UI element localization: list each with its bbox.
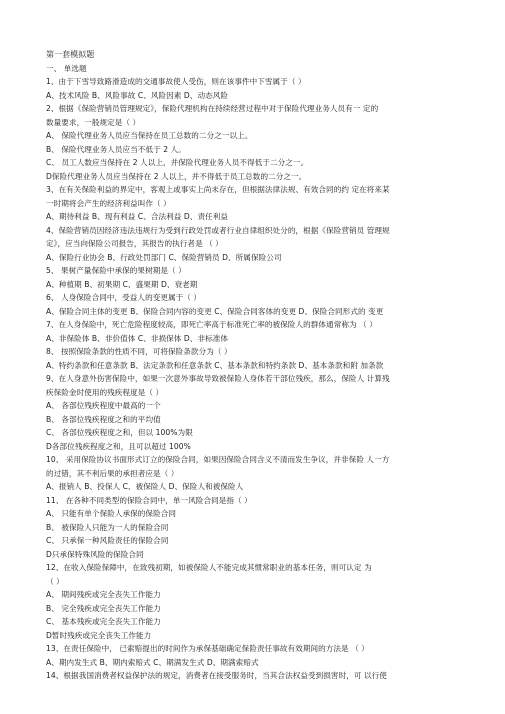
text-line: A、保险行业协会 B、行政处罚部门 C、保险营销员 D、所属保险公司: [46, 252, 282, 262]
text-line: 疾保险金时使用的残疾程度是（ ）: [46, 387, 164, 397]
text-line: 14、根据我国消费者权益保护法的规定，消费者在接受服务时，当其合法权益受到损害时，可 以行使: [46, 671, 387, 680]
text-line: A、 保险代理业务人员应当保持在员工总数的二分之一以上。: [46, 131, 253, 140]
text-line: A、非保险体 B、非价值体 C、非损保体 D、非标准体: [46, 333, 229, 343]
text-line: 一时期将会产生的经济利益叫作（ ）: [46, 198, 171, 208]
text-line: 的过错，其不利后果的承担者应是（ ）: [46, 468, 179, 478]
document-title: 第一套模拟题: [46, 50, 95, 59]
text-line: A、特约条款和任意条款 B、法定条款和任意条款 C、基本条款和特约条款 D、基本条款和附 加条款: [46, 360, 384, 370]
text-line: A、 只能有单个保险人承保的保险合同: [46, 509, 177, 518]
text-line: 5、 果树产量保险中承保的果树期是（ ）: [46, 266, 186, 275]
text-line: B、 各部位残疾程度之和的平均值: [46, 414, 161, 424]
text-line: 10、 采用保险协议书面形式订立的保险合同，如果因保险合同含义不清而发生争议，并非保险 人一方: [46, 455, 390, 464]
text-line: 1、由于下雪导致路滑造成的交通事故使人受伤，则在该事件中下雪属于（ ）: [46, 77, 306, 86]
text-line: B、 完全残疾或完全丧失工作能力: [46, 603, 161, 613]
text-line: D保险代理业务人员应当保持在 2 人以上，并不得低于员工总数的二分之一。: [46, 171, 307, 181]
text-line: 12、在收入保险保障中，在致残初期，如被保险人不能完成其惯常职业的基本任务，则可认定 为: [46, 563, 372, 572]
text-line: A、期待利益 B、现有利益 C、合法利益 D、责任利益: [46, 212, 229, 221]
text-line: D各部位残疾程度之和，且可以超过 100%: [46, 441, 191, 451]
text-line: A、技术风险 B、风险事故 C、风险因素 D、动态风险: [46, 90, 229, 100]
text-line: 8、 按照保险条款的性质不同，可将保险条款分为（ ）: [46, 347, 232, 356]
text-line: 2、根据《保险营销员管理规定》，保险代理机构在持续经营过程中对于保险代理业务人员有一 定的: [46, 104, 379, 113]
text-line: C、 员工人数应当保持在 2 人以上，并保险代理业务人员不得低于二分之一。: [46, 158, 309, 167]
text-line: C、 各部位残疾程度之和，但以 100%为限: [46, 428, 193, 437]
text-line: 定》，应当向保险公司报告，其报告的执行者是 （ ）: [46, 239, 223, 248]
text-line: 3、在有关保险利益的界定中，客观上或事实上尚未存在，但根据法律法规、有效合同的约 定在将来某: [46, 185, 390, 194]
text-line: （ ）: [46, 576, 64, 586]
document-page: [46, 48, 486, 683]
text-line: A、报销人 B、投保人 C、被保险人 D、保险人和被保险人: [46, 482, 244, 491]
text-line: C、 基本残疾或完全丧失工作能力: [46, 617, 161, 626]
text-line: A、期内发生式 B、期内索赔式 C、期满发生式 D、期满索赔式: [46, 657, 259, 667]
text-line: 11、 在各种不同类型的保险合同中，单一风险合同是指（ ）: [46, 495, 252, 505]
text-line: 13、在责任保险中， 已索赔提出的时间作为承保基础确定保险责任事故有效期间的方法是 （ ）: [46, 644, 369, 653]
text-line: 7、在人身保险中，死亡危险程度较高，即死亡率高于标准死亡率的被保险人的群体通常称为 （ ）: [46, 320, 377, 329]
text-line: 数量要求，一般规定是（ ）: [46, 117, 141, 127]
text-line: D暂时残疾或完全丧失工作能力: [46, 630, 152, 640]
question-list: [46, 75, 486, 683]
section-heading: 一、 单选题: [46, 63, 87, 73]
text-line: D只承保特殊风险的保险合同: [46, 549, 144, 559]
text-line: B、 保险代理业务人员应当不低于 2 人。: [46, 144, 186, 154]
text-line: B、 被保险人只能为一人的保险合同: [46, 522, 169, 532]
text-line: A、种植期 B、初果期 C、盛果期 D、衰老期: [46, 279, 198, 289]
text-line: 6、 人身保险合同中，受益人的变更属于（ ）: [46, 293, 202, 302]
text-line: A、 各部位残疾程度中最高的一个: [46, 401, 161, 410]
text-line: A、保险合同主体的变更 B、保险合同内容的变更 C、保险合同客体的变更 D、保险合同形式的 变更: [46, 306, 384, 316]
text-line: A、 期间残疾或完全丧失工作能力: [46, 590, 161, 599]
text-line: 9、在人身意外伤害保险中，如果一次意外事故导致被保险人身体若干部位残疾，那么，保险人 计算残: [46, 374, 390, 383]
text-line: C、 只承保一种风险责任的保险合同: [46, 536, 169, 545]
text-line: 4、保险营销员因经济违法违规行为受到行政处罚或者行业自律组织处分的，根据《保险营销员 管理规: [46, 225, 390, 235]
